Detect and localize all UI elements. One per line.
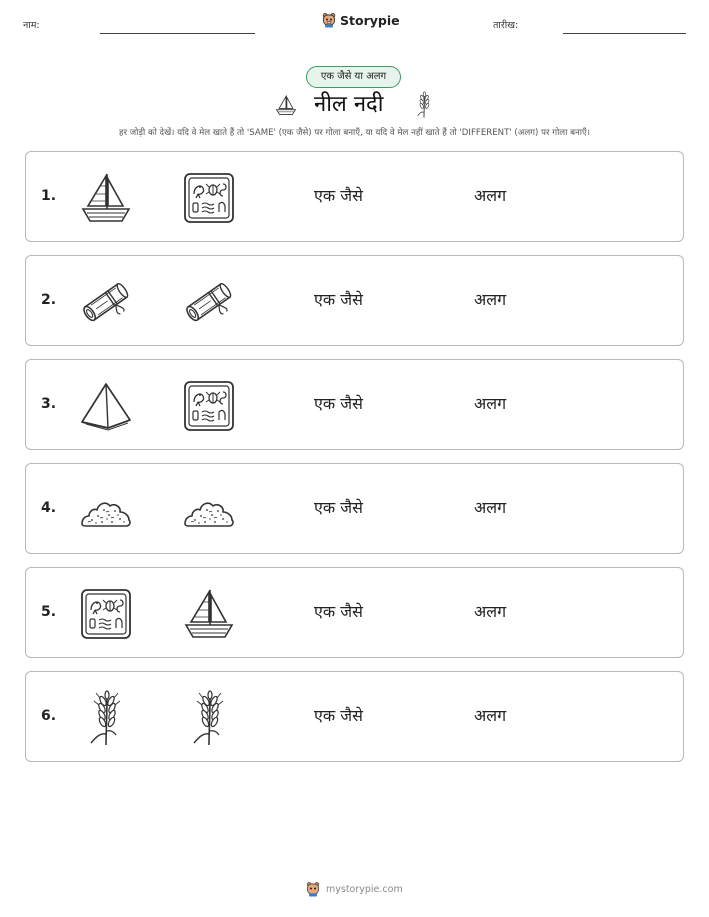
papyrus-scroll-icon xyxy=(78,274,134,330)
row-number: 1. xyxy=(41,188,57,204)
storypie-logo xyxy=(322,12,400,28)
sailboat-icon xyxy=(78,170,134,226)
storypie-mascot-icon xyxy=(322,12,336,28)
same-option[interactable]: एक जैसे xyxy=(314,394,363,413)
same-option[interactable]: एक जैसे xyxy=(314,290,363,309)
papyrus-scroll-icon xyxy=(181,274,237,330)
sailboat-icon xyxy=(181,586,237,642)
silt-mound-icon xyxy=(181,482,237,538)
pair-row xyxy=(25,463,684,554)
pair-row xyxy=(25,359,684,450)
name-label: नाम: xyxy=(23,20,40,31)
wheat-icon xyxy=(415,90,433,120)
page-title: नील नदी xyxy=(314,92,384,117)
pair-row xyxy=(25,151,684,242)
same-option[interactable]: एक जैसे xyxy=(314,498,363,517)
different-option[interactable]: अलग xyxy=(474,290,507,309)
worksheet-type-pill: एक जैसे या अलग xyxy=(306,66,401,88)
pair-row xyxy=(25,671,684,762)
pair-row xyxy=(25,255,684,346)
row-number: 3. xyxy=(41,396,57,412)
row-number: 4. xyxy=(41,500,57,516)
name-input-line[interactable] xyxy=(100,33,255,34)
same-option[interactable]: एक जैसे xyxy=(314,602,363,621)
date-input-line[interactable] xyxy=(563,33,686,34)
different-option[interactable]: अलग xyxy=(474,602,507,621)
row-number: 5. xyxy=(41,604,57,620)
different-option[interactable]: अलग xyxy=(474,706,507,725)
same-option[interactable]: एक जैसे xyxy=(314,706,363,725)
footer xyxy=(306,881,403,897)
row-number: 6. xyxy=(41,708,57,724)
hieroglyph-tablet-icon xyxy=(181,170,237,226)
wheat-icon xyxy=(181,690,237,746)
storypie-mascot-icon xyxy=(306,881,320,897)
sailboat-icon xyxy=(274,91,298,119)
row-number: 2. xyxy=(41,292,57,308)
pyramid-icon xyxy=(78,378,134,434)
hieroglyph-tablet-icon xyxy=(181,378,237,434)
different-option[interactable]: अलग xyxy=(474,394,507,413)
brand-name: Storypie xyxy=(340,12,400,28)
hieroglyph-tablet-icon xyxy=(78,586,134,642)
pair-row xyxy=(25,567,684,658)
wheat-icon xyxy=(78,690,134,746)
silt-mound-icon xyxy=(78,482,134,538)
footer-site: mystorypie.com xyxy=(326,883,403,895)
same-option[interactable]: एक जैसे xyxy=(314,186,363,205)
different-option[interactable]: अलग xyxy=(474,498,507,517)
different-option[interactable]: अलग xyxy=(474,186,507,205)
instructions-text: हर जोड़ी को देखें। यदि वे मेल खाते हैं तो 'SAME' (एक जैसे) पर गोला बनाएँ, या यदि वे मेल नहीं खाते हैं तो 'DIFFERENT' (अलग) पर गोला बनाएँ। xyxy=(119,128,590,138)
date-label: तारीख: xyxy=(493,20,519,31)
